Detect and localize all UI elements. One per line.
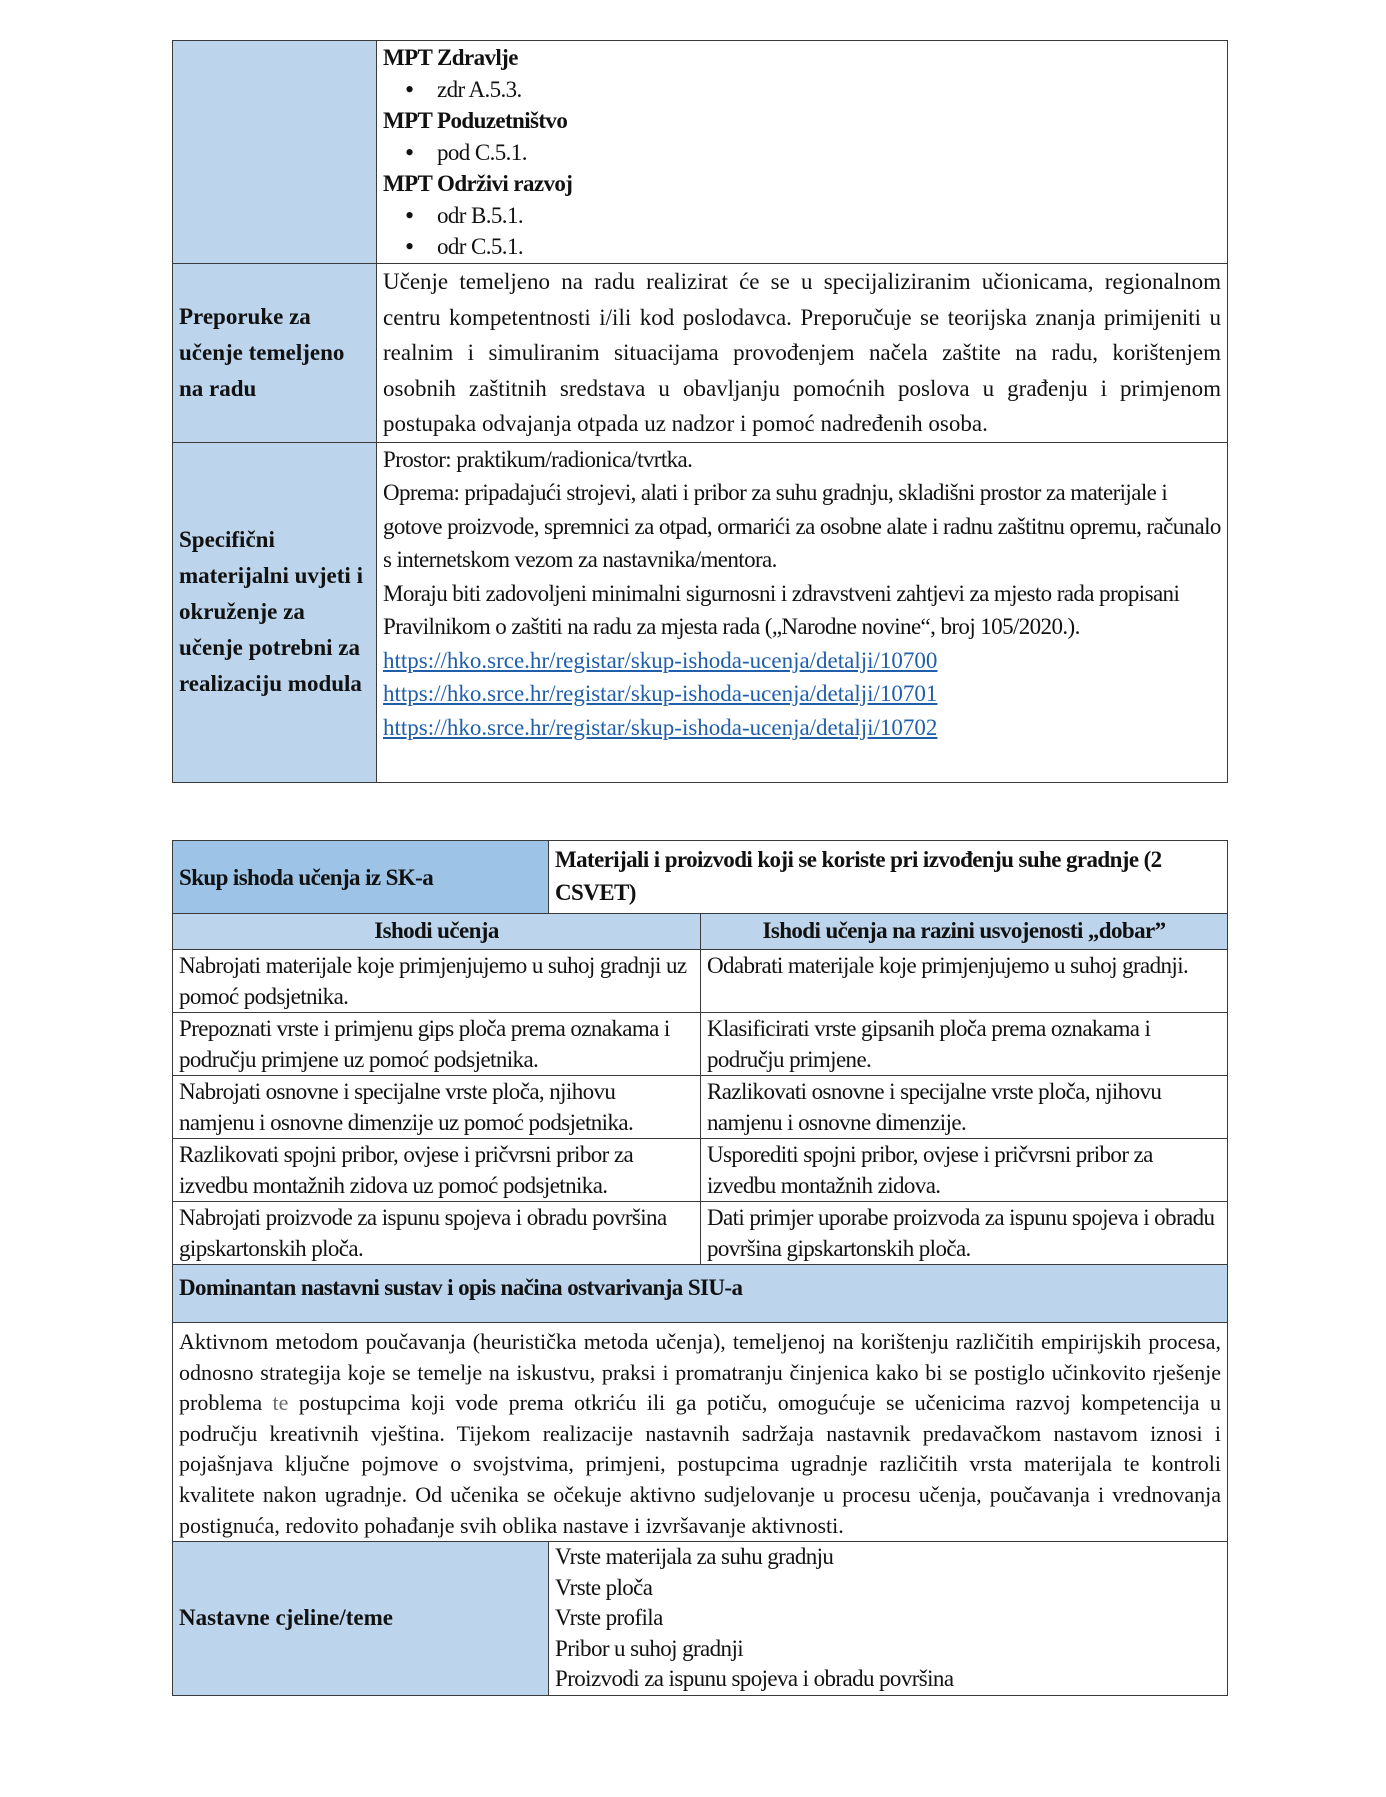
teaching-system-text: postupcima koji vode prema otkriću ili ga potiču, omogućuje se učenicima razvoj kompetencija u području kreativnih vještina. Tijekom realizacije nastavnih sadržaja nastavnik predavačkom nastavom iznosi i pojašnjava ključne pojmove o svojstvima, primjeni, postupcima ugradnje različitih vrsta materijala te kontroli kvalitete nakon ugradnje. Od učenika se očekuje aktivno sudjelovanje u procesu učenja, poučavanja i vrednovanja postignuća, redovito pohađanje svih oblika nastave i izvršavanje aktivnosti. [179, 1390, 1221, 1538]
outcome-row [173, 950, 1228, 1013]
outcome-cell: Nabrojati osnovne i specijalne vrste ploča, njihovu namjenu i osnovne dimenzije uz pomoć podsjetnika. [173, 1076, 701, 1139]
hko-link-10701[interactable]: https://hko.srce.hr/registar/skup-ishoda-ucenja/detalji/10701 [383, 681, 938, 706]
teaching-system-label: Dominantan nastavni sustav i opis načina ostvarivanja SIU-a [173, 1265, 1228, 1323]
topics-row [173, 1542, 1228, 1696]
column-header-outcomes-good: Ishodi učenja na razini usvojenosti „dobar” [701, 914, 1228, 950]
outcome-cell: Prepoznati vrste i primjenu gips ploča prema oznakama i području primjene uz pomoć podsjetnika. [173, 1013, 701, 1076]
mpt-list [383, 137, 1221, 169]
hko-link-10700[interactable]: https://hko.srce.hr/registar/skup-ishoda-ucenja/detalji/10700 [383, 647, 938, 673]
hko-link-10702[interactable]: https://hko.srce.hr/registar/skup-ishoda-ucenja/detalji/10702 [383, 714, 938, 740]
sk-header-label: Skup ishoda učenja iz SK-a [173, 841, 549, 914]
outcome-good-cell: Usporediti spojni pribor, ovjese i pričvrsni pribor za izvedbu montažnih zidova. [701, 1139, 1228, 1202]
outcome-good-cell: Odabrati materijale koje primjenjujemo u suhoj gradnji. [701, 950, 1228, 1013]
topic-item: Vrste ploča [555, 1574, 653, 1600]
mpt-group-title: MPT Održivi razvoj [383, 171, 573, 196]
teaching-system-text-grey: te [272, 1390, 289, 1416]
topic-item: Vrste profila [555, 1605, 663, 1631]
sk-header-title: Materijali i proizvodi koji se koriste pri izvođenju suhe gradnje (2 CSVET) [549, 841, 1228, 914]
outcome-good-cell: Dati primjer uporabe proizvoda za ispunu spojeva i obradu površina gipskartonskih ploča. [701, 1202, 1228, 1265]
mpt-group-title: MPT Poduzetništvo [383, 108, 568, 133]
mpt-item: • zdr A.5.3. [437, 74, 1221, 106]
work-based-learning-label: Preporuke za učenje temeljeno na radu [173, 264, 377, 443]
columns-header-row [173, 914, 1228, 950]
topic-item: Pribor u suhoj gradnji [555, 1635, 744, 1661]
teaching-system-header-row [173, 1265, 1228, 1323]
work-based-learning-text: Učenje temeljeno na radu realizirat će se u specijaliziranim učionicama, regionalnom centru kompetentnosti i/ili kod poslodavca. Preporučuje se teorijska znanja primijeniti u realnim i simuliranim situacijama provođenjem načela zaštite na radu, korištenjem osobnih zaštitnih sredstava u obavljanju pomoćnih poslova u građenju i primjenom postupaka odvajanja otpada uz nadzor i pomoć nadređenih osoba. [377, 264, 1228, 443]
outcome-row [173, 1139, 1228, 1202]
outcome-good-cell: Klasificirati vrste gipsanih ploča prema oznakama i području primjene. [701, 1013, 1228, 1076]
mpt-item: • pod C.5.1. [437, 137, 1221, 169]
equipment-text: Oprema: pripadajući strojevi, alati i pribor za suhu gradnju, skladišni prostor za materijale i gotove proizvode, spremnici za otpad, ormarići za osobne alate i radnu zaštitnu opremu, računalo s internetskom vezom za nastavnika/mentora. [383, 480, 1221, 572]
column-header-outcomes: Ishodi učenja [173, 914, 701, 950]
teaching-system-cell [173, 1323, 1228, 1542]
mpt-row [173, 41, 1228, 264]
outcome-cell: Nabrojati proizvode za ispunu spojeva i obradu površina gipskartonskih ploča. [173, 1202, 701, 1265]
mpt-label-cell [173, 41, 377, 264]
outcome-cell: Razlikovati spojni pribor, ovjese i pričvrsni pribor za izvedbu montažnih zidova uz pomoć podsjetnika. [173, 1139, 701, 1202]
learning-outcomes-table [172, 840, 1228, 1696]
mpt-item: • odr B.5.1. [437, 200, 1221, 232]
space-text: Prostor: praktikum/radionica/tvrtka. [383, 446, 693, 472]
mpt-cell [377, 41, 1228, 264]
work-based-learning-row [173, 264, 1228, 443]
mpt-group-title: MPT Zdravlje [383, 45, 518, 70]
mpt-list [383, 200, 1221, 263]
topic-item: Proizvodi za ispunu spojeva i obradu površina [555, 1666, 954, 1692]
mpt-item: • odr C.5.1. [437, 231, 1221, 263]
topics-label: Nastavne cjeline/teme [173, 1542, 549, 1696]
sk-header-row [173, 841, 1228, 914]
topics-cell [549, 1542, 1228, 1696]
module-conditions-table [172, 40, 1228, 783]
teaching-system-text: Aktivnom metodom poučavanja (heuristička metoda učenja), temeljenoj na korištenju različitih empirijskih procesa, odnosno strategija koje se temelje na iskustvu, praksi i promatranju činjenica kako bi se postiglo učinkovito rješenje problema [179, 1329, 1221, 1416]
material-conditions-label: Specifični materijalni uvjeti i okruženje za učenje potrebni za realizaciju modula [173, 442, 377, 782]
material-conditions-cell [377, 442, 1228, 782]
mpt-list [383, 74, 1221, 106]
outcome-cell: Nabrojati materijale koje primjenjujemo u suhoj gradnji uz pomoć podsjetnika. [173, 950, 701, 1013]
teaching-system-row [173, 1323, 1228, 1542]
outcome-good-cell: Razlikovati osnovne i specijalne vrste ploča, njihovu namjenu i osnovne dimenzije. [701, 1076, 1228, 1139]
outcome-row [173, 1202, 1228, 1265]
outcome-row [173, 1013, 1228, 1076]
outcome-row [173, 1076, 1228, 1139]
material-conditions-row [173, 442, 1228, 782]
safety-text: Moraju biti zadovoljeni minimalni sigurnosni i zdravstveni zahtjevi za mjesto rada propisani Pravilnikom o zaštiti na radu za mjesta rada („Narodne novine“, broj 105/2020.). [383, 580, 1180, 639]
topic-item: Vrste materijala za suhu gradnju [555, 1544, 834, 1570]
